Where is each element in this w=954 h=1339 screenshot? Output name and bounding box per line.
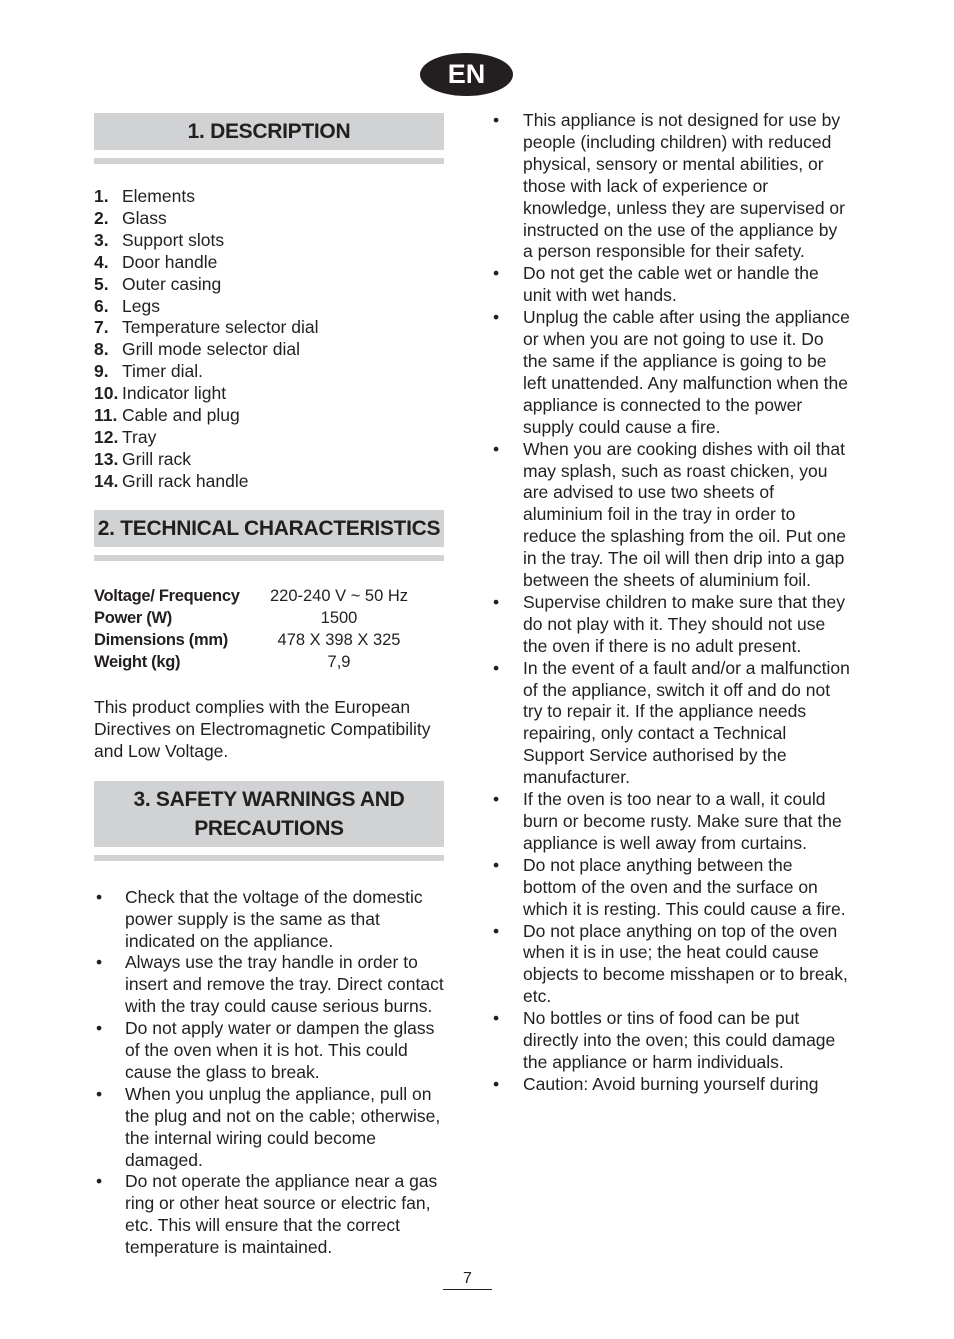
- table-row: [94, 629, 409, 651]
- table-row: [94, 585, 409, 607]
- bullet-icon: •: [493, 307, 500, 328]
- bullet-text: This appliance is not designed for use by people (including children) with reduced physical, sensory or mental abilities, or those with lack of experience or knowledge, unless they are supervised or instructed on the use of the appliance by a person responsible for their safety.: [523, 110, 845, 262]
- item-label: Cable and plug: [122, 405, 240, 426]
- bullet-text: Caution: Avoid burning yourself during: [523, 1073, 819, 1094]
- spec-value: 478 X 398 X 325: [277, 630, 401, 649]
- bullet-icon: •: [493, 789, 500, 810]
- bullet-text: Do not get the cable wet or handle the unit with wet hands.: [523, 263, 819, 306]
- list-item: [94, 230, 444, 252]
- item-number: 6.: [94, 295, 109, 316]
- list-item: [490, 263, 850, 307]
- spec-value: 220-240 V ~ 50 Hz: [269, 586, 409, 605]
- item-label: Timer dial.: [122, 361, 204, 382]
- bullet-icon: •: [493, 1008, 500, 1029]
- item-label: Legs: [122, 295, 160, 316]
- bullet-text: Do not apply water or dampen the glass of the oven when it is hot. This could cause the glass to break.: [125, 1018, 435, 1082]
- item-number: 11.: [94, 405, 118, 426]
- bullet-text: When you are cooking dishes with oil that may splash, such as roast chicken, you are advised to use two sheets of aluminium foil in the tray in order to reduce the splashing from the oil. Put one in the tray. The oil will then drip into a gap between the sheets of aluminium foil.: [523, 438, 846, 591]
- bullet-icon: •: [96, 1171, 103, 1192]
- list-item: [94, 383, 444, 405]
- list-item: [94, 405, 444, 427]
- item-label: Glass: [122, 207, 167, 228]
- list-item: [490, 592, 850, 658]
- bullet-text: Do not place anything between the bottom of the oven and the surface on which it is resting. This could cause a fire.: [523, 854, 846, 919]
- list-item: [94, 274, 444, 296]
- item-label: Temperature selector dial: [122, 317, 319, 338]
- item-number: 8.: [94, 339, 109, 360]
- list-item: [94, 1018, 444, 1084]
- item-number: 9.: [94, 361, 109, 382]
- bullet-icon: •: [493, 263, 500, 284]
- item-label: Grill rack handle: [122, 470, 249, 491]
- item-label: Support slots: [122, 229, 225, 250]
- item-number: 3.: [94, 229, 109, 250]
- item-number: 1.: [94, 186, 109, 206]
- bullet-icon: •: [96, 952, 103, 973]
- bullet-icon: •: [493, 110, 500, 130]
- list-item: [490, 789, 850, 855]
- item-number: 7.: [94, 317, 109, 338]
- safety-heading: [94, 781, 444, 847]
- bullet-text: No bottles or tins of food can be put directly into the oven; this could damage the appliance or harm individuals.: [523, 1008, 836, 1072]
- left-column: [94, 113, 444, 1259]
- spec-value: 1500: [320, 608, 358, 627]
- bullet-icon: •: [493, 591, 500, 612]
- list-item: [490, 658, 850, 789]
- spec-value: 7,9: [327, 652, 351, 671]
- item-label: Indicator light: [122, 383, 227, 404]
- bullet-icon: •: [493, 1073, 500, 1094]
- bullet-text: Check that the voltage of the domestic power supply is the same as that indicated on the appliance.: [125, 886, 423, 951]
- table-row: [94, 651, 409, 673]
- safety-heading-line: PRECAUTIONS: [194, 816, 344, 840]
- item-label: Door handle: [122, 251, 218, 272]
- bullet-icon: •: [493, 854, 500, 875]
- list-item: [94, 317, 444, 339]
- list-item: [490, 307, 850, 438]
- section-divider: [94, 855, 444, 861]
- item-number: 5.: [94, 273, 109, 294]
- safety-list-left: [94, 887, 444, 1259]
- bullet-text: In the event of a fault and/or a malfunction of the appliance, switch it off and do not try to repair it. If the appliance needs repairing, only contact a Technical Support Service authorised by the manufacturer.: [523, 657, 850, 788]
- item-number: 12.: [94, 426, 119, 447]
- item-number: 2.: [94, 207, 109, 228]
- section-divider: [94, 555, 444, 561]
- spec-label: Voltage/ Frequency: [94, 586, 240, 605]
- list-item: [490, 110, 850, 263]
- list-item: [94, 186, 444, 208]
- item-label: Elements: [122, 186, 195, 206]
- list-item: [94, 952, 444, 1018]
- right-column: [490, 110, 850, 1096]
- description-heading: 1. DESCRIPTION: [94, 113, 444, 150]
- item-label: Outer casing: [122, 273, 222, 294]
- safety-list-right: [490, 110, 850, 1096]
- bullet-icon: •: [96, 1018, 103, 1039]
- item-number: 13.: [94, 448, 119, 469]
- safety-heading-line: 3. SAFETY WARNINGS AND: [133, 787, 405, 811]
- list-item: [94, 361, 444, 383]
- bullet-text: When you unplug the appliance, pull on the plug and not on the cable; otherwise, the internal wiring could become damaged.: [125, 1083, 441, 1170]
- list-item: [490, 921, 850, 1009]
- bullet-icon: •: [96, 1083, 103, 1104]
- spec-label: Dimensions (mm): [94, 630, 228, 649]
- item-number: 10.: [94, 383, 119, 404]
- list-item: [94, 427, 444, 449]
- technical-heading: 2. TECHNICAL CHARACTERISTICS: [94, 510, 444, 547]
- list-item: [490, 1008, 850, 1074]
- list-item: [490, 439, 850, 592]
- list-item: [94, 1171, 444, 1259]
- spec-table: [94, 585, 409, 673]
- bullet-text: Do not operate the appliance near a gas ring or other heat source or electric fan, etc. This will ensure that the correct temperature is maintained.: [125, 1171, 438, 1258]
- list-item: [94, 339, 444, 361]
- list-item: [94, 887, 444, 953]
- list-item: [94, 1084, 444, 1172]
- list-item: [94, 208, 444, 230]
- table-row: [94, 607, 409, 629]
- list-item: [490, 855, 850, 921]
- bullet-icon: •: [493, 438, 500, 459]
- bullet-text: If the oven is too near to a wall, it could burn or become rusty. Make sure that the appliance is well away from curtains.: [523, 789, 842, 853]
- list-item: [94, 471, 444, 493]
- bullet-icon: •: [493, 920, 500, 941]
- bullet-icon: •: [493, 657, 500, 678]
- list-item: [94, 296, 444, 318]
- item-label: Grill rack: [122, 448, 192, 469]
- section-divider: [94, 158, 444, 164]
- language-badge: EN: [420, 53, 513, 96]
- item-label: Tray: [122, 426, 157, 447]
- list-item: [94, 252, 444, 274]
- bullet-text: Supervise children to make sure that they do not play with it. They should not use the oven if there is no adult present.: [523, 591, 845, 656]
- compliance-text: This product complies with the European Directives on Electromagnetic Compatibility and Low Voltage.: [94, 696, 431, 761]
- bullet-icon: •: [96, 886, 103, 907]
- page-number: 7: [443, 1270, 492, 1290]
- bullet-text: Unplug the cable after using the appliance or when you are not going to use it. Do the same if the appliance is going to be left unattended. Any malfunction when the appliance is connected to the power supply could cause a fire.: [523, 307, 850, 437]
- item-number: 14.: [94, 470, 119, 491]
- item-label: Grill mode selector dial: [122, 339, 300, 360]
- bullet-text: Do not place anything on top of the oven when it is in use; the heat could cause objects to become misshapen or to break, etc.: [523, 920, 848, 1007]
- spec-label: Weight (kg): [94, 652, 181, 671]
- list-item: [94, 449, 444, 471]
- parts-list: [94, 186, 444, 493]
- spec-label: Power (W): [94, 608, 172, 627]
- item-number: 4.: [94, 251, 109, 272]
- list-item: [490, 1074, 850, 1096]
- bullet-text: Always use the tray handle in order to insert and remove the tray. Direct contact with the tray could cause serious burns.: [125, 952, 444, 1017]
